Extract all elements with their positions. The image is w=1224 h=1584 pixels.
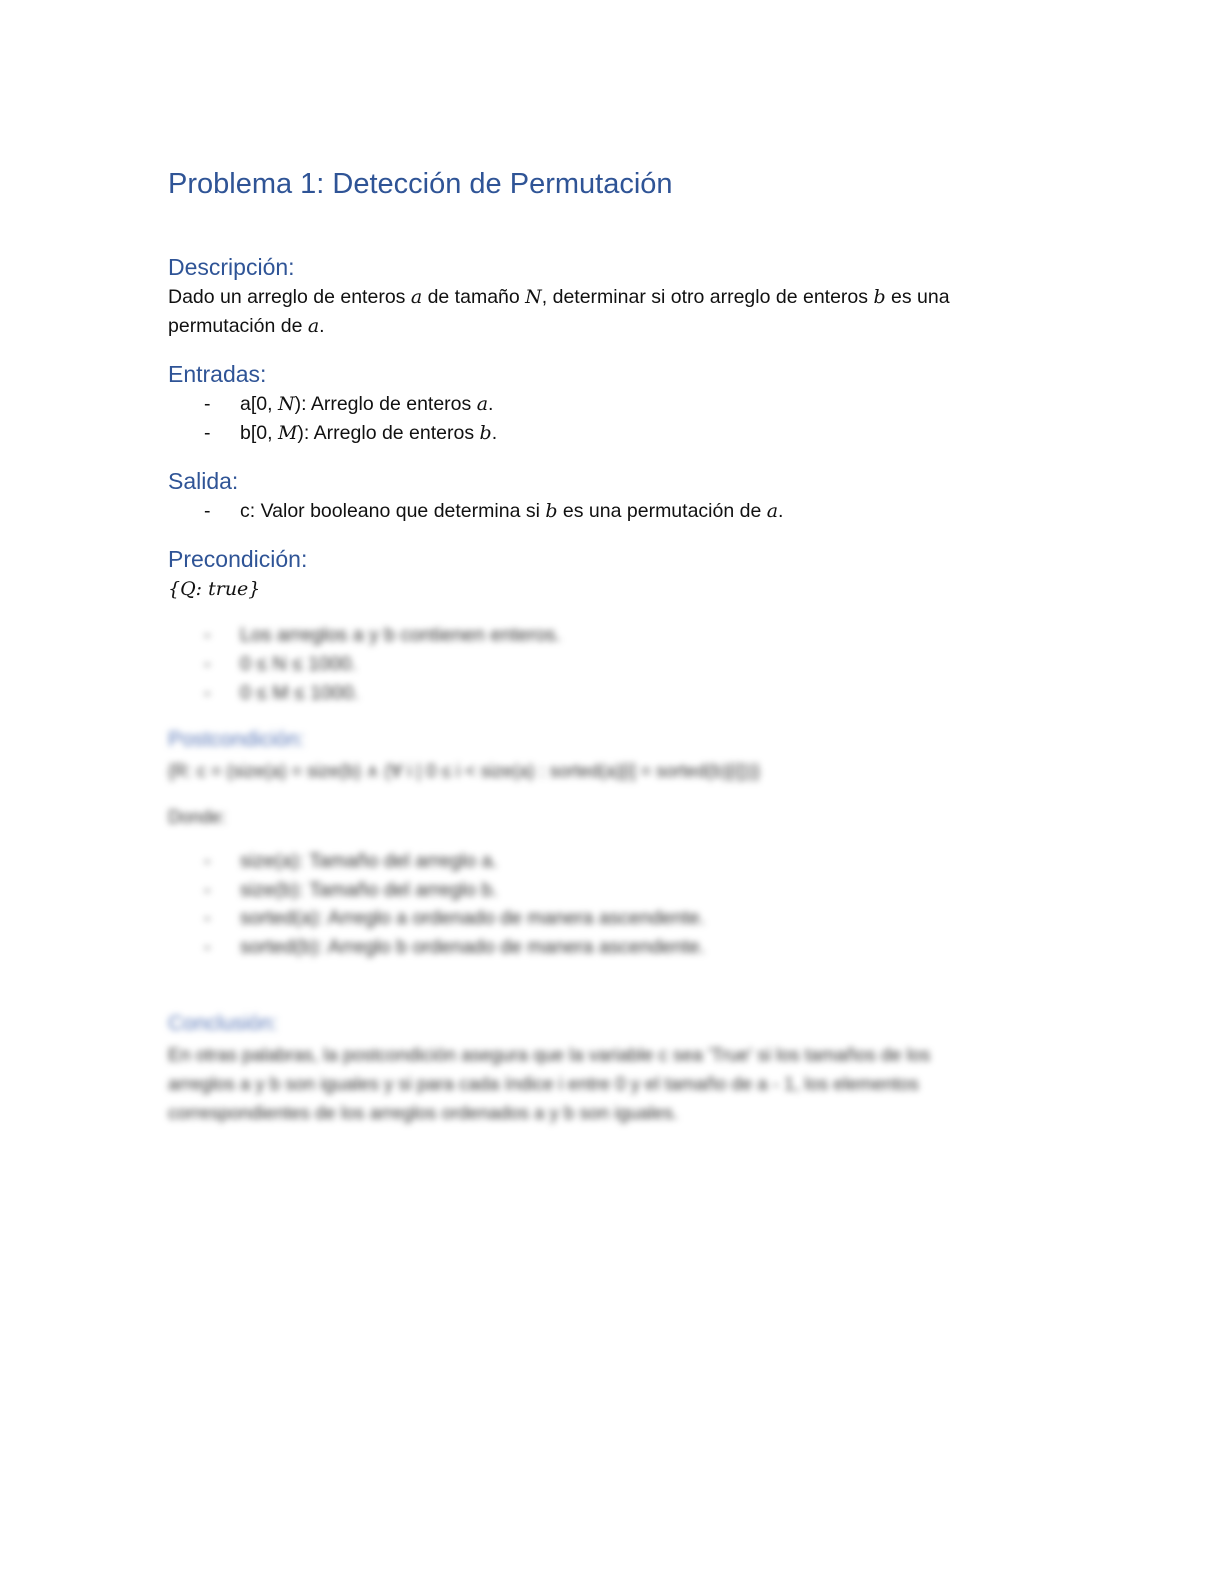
bullet-dash: - [204, 850, 211, 872]
list-item-text: 0 ≤ N ≤ 1000. [240, 653, 357, 675]
text-fragment: . [319, 315, 325, 337]
bullet-dash: - [204, 393, 211, 415]
conclusion-line: arreglos a y b son iguales y si para cada índice i entre 0 y el tamaño de a - 1, los elementos [168, 1073, 919, 1094]
math-var: a [410, 286, 423, 308]
bullet-dash: - [204, 936, 211, 958]
text-fragment: Dado un arreglo de enteros [168, 286, 411, 308]
conclusion-line: En otras palabras, la postcondición asegura que la variable c sea 'True' si los tamaños de los [168, 1044, 931, 1065]
bullet-dash: - [204, 682, 211, 704]
entradas-heading: Entradas: [168, 361, 267, 387]
bullet-dash: - [204, 879, 211, 901]
text-fragment: es una permutación de [557, 500, 767, 522]
list-item-text: size(b): Tamaño del arreglo b. [240, 879, 498, 901]
bullet-dash: - [204, 624, 211, 646]
math-var: b [873, 286, 886, 308]
descripcion-line1 [168, 286, 950, 308]
math-var: a [766, 500, 779, 522]
list-item-text: 0 ≤ M ≤ 1000. [240, 682, 359, 704]
conclusion-line: correspondientes de los arreglos ordenados a y b son iguales. [168, 1102, 679, 1123]
list-item-text: size(a): Tamaño del arreglo a. [240, 850, 498, 872]
bullet-dash: - [204, 422, 211, 444]
salida-heading: Salida: [168, 468, 239, 494]
text-fragment: . [778, 500, 784, 522]
descripcion-heading: Descripción: [168, 254, 295, 280]
precondicion-heading: Precondición: [168, 546, 308, 572]
text-fragment: , determinar si otro arreglo de enteros [541, 286, 874, 308]
math-var: N [525, 286, 542, 308]
conclusion-heading: Conclusión: [168, 1012, 278, 1035]
text-fragment: ): Arreglo de enteros [297, 422, 480, 444]
math-var: b [545, 500, 558, 522]
descripcion-line2 [168, 315, 325, 337]
list-item-text: sorted(b): Arreglo b ordenado de manera ascendente. [240, 936, 706, 958]
text-fragment: de tamaño [422, 286, 526, 308]
text-fragment: c: Valor booleano que determina si [240, 500, 546, 522]
text-fragment: es una [885, 286, 950, 308]
text-fragment: b[0, [240, 422, 278, 444]
page-title: Problema 1: Detección de Permutación [168, 168, 673, 200]
math-var: N [277, 393, 295, 415]
list-item-text [240, 419, 497, 448]
math-var: M [277, 422, 298, 444]
list-item-text: sorted(a): Arreglo a ordenado de manera ascendente. [240, 907, 706, 929]
text-fragment: . [491, 422, 498, 444]
list-item-text: Los arreglos a y b contienen enteros. [240, 624, 561, 646]
descripcion-text [168, 283, 998, 341]
bullet-dash: - [204, 907, 211, 929]
bullet-dash: - [204, 653, 211, 675]
precondicion-formula: {Q: true} [168, 578, 261, 600]
list-item-text [240, 390, 493, 419]
text-fragment: a[0, [240, 393, 278, 415]
math-var: a [307, 315, 320, 337]
postcondicion-formula: {R: c = (size(a) = size(b) ∧ (∀ i | 0 ≤ i < size(a) : sorted(a)[i] = sorted(b)[i]))} [168, 761, 761, 781]
text-fragment: . [488, 393, 494, 415]
bullet-dash: - [204, 500, 211, 522]
text-fragment: permutación de [168, 315, 308, 337]
list-item-text [240, 497, 783, 526]
math-var: a [476, 393, 489, 415]
text-fragment: ): Arreglo de enteros [294, 393, 477, 415]
donde-label: Donde: [168, 807, 227, 827]
math-var: b [479, 422, 492, 444]
postcondicion-heading: Postcondición: [168, 728, 305, 751]
